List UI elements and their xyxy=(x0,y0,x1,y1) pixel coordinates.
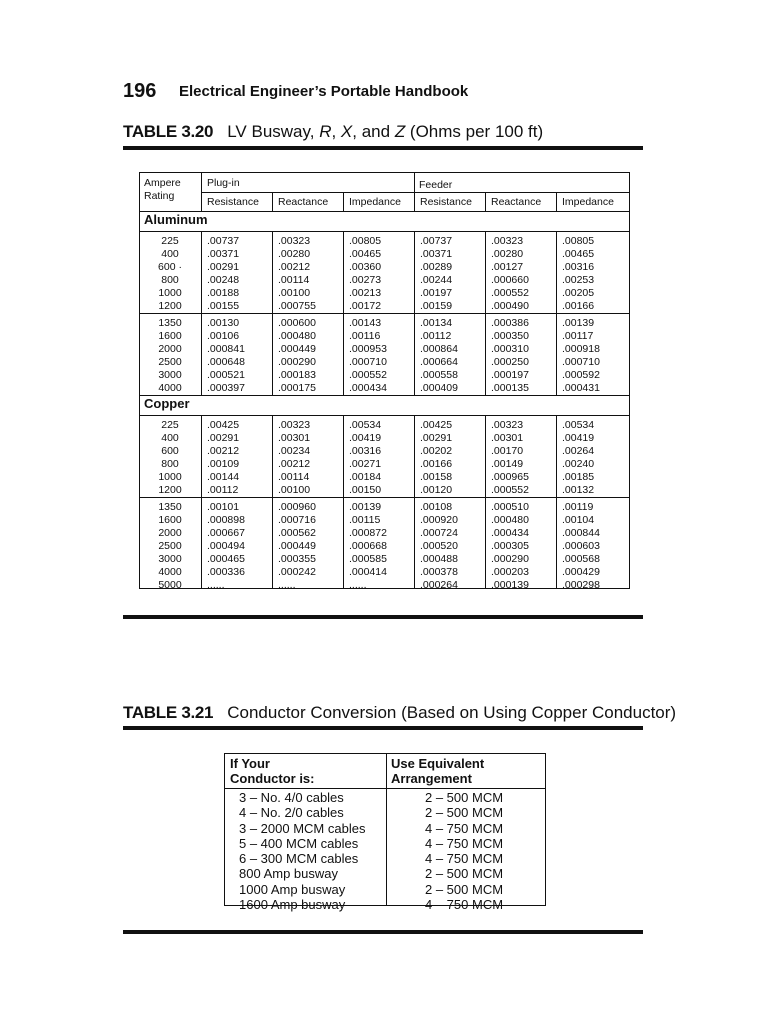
value-cell: .000386 xyxy=(491,317,529,329)
value-cell: .000520 xyxy=(420,540,458,552)
rating-cell: 2500 xyxy=(158,356,182,368)
value-cell: .000872 xyxy=(349,527,387,539)
value-column xyxy=(420,419,452,497)
value-cell: .00155 xyxy=(207,300,240,312)
value-cell: .00116 xyxy=(349,330,381,342)
subheader-reactance: Reactance xyxy=(278,196,329,208)
conductor-cell: 800 Amp busway xyxy=(239,866,339,882)
value-cell: .000298 xyxy=(562,579,600,591)
value-column xyxy=(562,501,600,592)
rating-cell: 3000 xyxy=(158,369,182,381)
top-rule-321 xyxy=(123,726,643,730)
value-column xyxy=(207,235,239,313)
value-cell: .00271 xyxy=(349,458,382,470)
value-column xyxy=(562,317,600,395)
value-cell: ...... xyxy=(207,579,225,591)
value-cell: .000355 xyxy=(278,553,316,565)
vline-c3-al xyxy=(414,231,415,395)
value-cell: .00144 xyxy=(207,471,240,483)
vline-c5 xyxy=(556,192,557,211)
value-cell: .000918 xyxy=(562,343,600,355)
value-cell: .000449 xyxy=(278,343,316,355)
conductor-cell: 3 – No. 4/0 cables xyxy=(239,790,344,805)
bottom-rule-321 xyxy=(123,930,643,934)
value-column xyxy=(278,317,316,395)
value-cell: .000965 xyxy=(491,471,529,483)
equivalent-cell: 4 – 750 MCM xyxy=(425,820,504,836)
equivalent-cell: 4 – 750 MCM xyxy=(425,835,504,851)
vline-c4-al xyxy=(485,231,486,395)
value-cell: .000310 xyxy=(491,343,529,355)
vline-c1-al xyxy=(272,231,273,395)
value-cell: .000841 xyxy=(207,343,245,355)
value-cell: .000600 xyxy=(278,317,316,329)
rating-cell: 1600 xyxy=(158,330,182,342)
conductor-header: If Your Conductor is: xyxy=(230,756,315,786)
subheader-impedance-feeder: Impedance xyxy=(562,196,614,208)
value-cell: .00119 xyxy=(562,501,594,513)
value-cell: .000592 xyxy=(562,369,600,381)
table-321-title: Conductor Conversion (Based on Using Copper Conductor) xyxy=(227,703,677,722)
book-title: Electrical Engineer’s Portable Handbook xyxy=(179,83,469,100)
value-column xyxy=(491,419,529,497)
value-cell: .000409 xyxy=(420,382,458,394)
value-cell: .00143 xyxy=(349,317,382,329)
value-cell: .00360 xyxy=(349,261,382,273)
value-cell: .000724 xyxy=(420,527,458,539)
value-cell: .000864 xyxy=(420,343,458,355)
rating-cell: 1600 xyxy=(158,514,182,526)
value-cell: .000429 xyxy=(562,566,600,578)
value-cell: .000716 xyxy=(278,514,316,526)
rating-cell: 600 xyxy=(161,445,179,457)
equivalent-cell: 4 – 750 MCM xyxy=(425,851,504,867)
rating-cell: 1000 xyxy=(158,287,182,299)
value-column xyxy=(207,419,239,497)
rating-cell: 225 xyxy=(161,419,179,431)
value-cell: .00197 xyxy=(420,287,453,299)
table-320-title: LV Busway, R, X, and Z (Ohms per 100 ft) xyxy=(227,122,544,141)
value-cell: .00805 xyxy=(562,235,595,247)
value-cell: .00534 xyxy=(349,419,382,431)
table-321-label: TABLE 3.21 xyxy=(123,703,214,722)
vline-c4 xyxy=(485,192,486,211)
value-cell: .00114 xyxy=(278,471,310,483)
rating-cell: 1200 xyxy=(158,484,182,496)
vline-c2-al xyxy=(343,231,344,395)
value-column xyxy=(420,501,458,592)
value-cell: .000480 xyxy=(491,514,529,526)
value-cell: .00159 xyxy=(420,300,453,312)
value-cell: .00301 xyxy=(491,432,524,444)
value-cell: .000660 xyxy=(491,274,529,286)
equivalent-list xyxy=(425,790,503,912)
section-title-copper: Copper xyxy=(144,396,190,411)
equivalent-cell: 2 – 500 MCM xyxy=(425,790,504,805)
value-cell: .00188 xyxy=(207,287,240,299)
value-cell: .00120 xyxy=(420,484,453,496)
value-cell: .00805 xyxy=(349,235,382,247)
value-cell: .00184 xyxy=(349,471,382,483)
value-cell: .00114 xyxy=(278,274,310,286)
value-cell: .000562 xyxy=(278,527,316,539)
value-cell: .000490 xyxy=(491,300,529,312)
value-cell: .00100 xyxy=(278,484,311,496)
value-column xyxy=(207,317,245,395)
value-cell: .00132 xyxy=(562,484,595,496)
equivalent-cell: 4 – 750 MCM xyxy=(425,897,504,913)
value-cell: .00291 xyxy=(420,432,453,444)
vline-rating-al xyxy=(201,231,202,395)
value-cell: .000264 xyxy=(420,579,458,591)
value-cell: ...... xyxy=(278,579,296,591)
value-cell: .000552 xyxy=(491,287,529,299)
rating-cell: 400 xyxy=(161,432,179,444)
value-cell: .00185 xyxy=(562,471,595,483)
value-cell: .000242 xyxy=(278,566,316,578)
value-column xyxy=(562,235,594,313)
value-cell: .00465 xyxy=(349,248,382,260)
rating-cell: 4000 xyxy=(158,382,182,394)
equivalent-cell: 2 – 500 MCM xyxy=(425,866,504,882)
value-cell: .000664 xyxy=(420,356,458,368)
value-cell: .000648 xyxy=(207,356,245,368)
value-cell: .00316 xyxy=(349,445,382,457)
value-column xyxy=(349,317,387,395)
value-cell: .00534 xyxy=(562,419,595,431)
value-cell: .00425 xyxy=(420,419,453,431)
table-320 xyxy=(139,172,630,589)
value-cell: .000305 xyxy=(491,540,529,552)
value-cell: .000449 xyxy=(278,540,316,552)
value-column xyxy=(349,501,387,592)
subheader-resistance-feeder: Resistance xyxy=(420,196,472,208)
bottom-rule-320 xyxy=(123,615,643,619)
value-column xyxy=(420,317,458,395)
rating-cell: 600 · xyxy=(158,261,182,273)
rating-cell: 3000 xyxy=(158,553,182,565)
feeder-group-header: Feeder xyxy=(419,179,453,191)
value-cell: .000898 xyxy=(207,514,245,526)
vline-c5-al xyxy=(556,231,557,395)
value-cell: .00134 xyxy=(420,317,453,329)
value-cell: .00323 xyxy=(278,419,311,431)
value-cell: .00425 xyxy=(207,419,240,431)
vline-c4-cu xyxy=(485,415,486,589)
value-cell: .00205 xyxy=(562,287,595,299)
header-divider xyxy=(201,192,630,193)
value-cell: .00240 xyxy=(562,458,595,470)
ampere-rating-header: Ampere Rating xyxy=(144,177,181,202)
rating-cell: 400 xyxy=(161,248,179,260)
section-title-aluminum: Aluminum xyxy=(144,212,208,227)
value-cell: .00323 xyxy=(491,419,524,431)
rating-cell: 1350 xyxy=(158,501,182,513)
rating-cell: 2000 xyxy=(158,527,182,539)
value-cell: .00112 xyxy=(420,330,452,342)
value-cell: .00264 xyxy=(562,445,595,457)
value-cell: .00301 xyxy=(278,432,311,444)
value-cell: .000175 xyxy=(278,382,316,394)
value-cell: .000183 xyxy=(278,369,316,381)
value-cell: .00108 xyxy=(420,501,453,513)
value-cell: .00202 xyxy=(420,445,453,457)
value-cell: .00280 xyxy=(278,248,311,260)
value-cell: .00323 xyxy=(491,235,524,247)
value-cell: .00166 xyxy=(420,458,453,470)
value-cell: ...... xyxy=(349,579,367,591)
conductor-cell: 1000 Amp busway xyxy=(239,881,346,897)
value-cell: .00166 xyxy=(562,300,595,312)
conductor-cell: 3 – 2000 MCM cables xyxy=(239,820,366,836)
value-cell: .000397 xyxy=(207,382,245,394)
rating-cell: 4000 xyxy=(158,566,182,578)
value-cell: .000203 xyxy=(491,566,529,578)
value-cell: .00149 xyxy=(491,458,524,470)
value-cell: .00212 xyxy=(278,458,311,470)
value-cell: .00248 xyxy=(207,274,240,286)
value-cell: .00115 xyxy=(349,514,381,526)
table-321 xyxy=(224,753,546,913)
rating-cell: 1350 xyxy=(158,317,182,329)
value-cell: .000585 xyxy=(349,553,387,565)
value-cell: .000510 xyxy=(491,501,529,513)
value-cell: .000755 xyxy=(278,300,316,312)
value-column xyxy=(491,235,529,313)
value-cell: .00213 xyxy=(349,287,382,299)
value-cell: .000434 xyxy=(491,527,529,539)
value-cell: .000558 xyxy=(420,369,458,381)
value-cell: .00419 xyxy=(349,432,382,444)
value-cell: .00212 xyxy=(278,261,311,273)
value-cell: .000667 xyxy=(207,527,245,539)
value-cell: .00291 xyxy=(207,432,240,444)
value-cell: .00371 xyxy=(420,248,453,260)
value-cell: .00273 xyxy=(349,274,382,286)
value-cell: .00291 xyxy=(207,261,240,273)
rating-cell: 1200 xyxy=(158,300,182,312)
table-321-divider xyxy=(386,754,387,905)
value-cell: .00106 xyxy=(207,330,240,342)
value-column xyxy=(562,419,594,497)
value-cell: .000434 xyxy=(349,382,387,394)
value-cell: .00253 xyxy=(562,274,595,286)
copper-title-top-line xyxy=(140,395,629,396)
value-cell: .00419 xyxy=(562,432,595,444)
table-320-caption xyxy=(123,122,643,142)
value-cell: .00737 xyxy=(420,235,453,247)
vline-c2 xyxy=(343,192,344,211)
value-column xyxy=(349,235,381,313)
value-cell: .000414 xyxy=(349,566,387,578)
value-column xyxy=(278,235,316,313)
value-cell: .000197 xyxy=(491,369,529,381)
value-column xyxy=(278,501,316,592)
subheader-resistance: Resistance xyxy=(207,196,259,208)
subheader-reactance-feeder: Reactance xyxy=(491,196,542,208)
value-cell: .00212 xyxy=(207,445,240,457)
value-cell: .00117 xyxy=(562,330,594,342)
conductor-cell: 1600 Amp busway xyxy=(239,897,346,913)
value-column xyxy=(349,419,381,497)
rating-column xyxy=(144,317,196,395)
value-cell: .00100 xyxy=(278,287,311,299)
page-number: 196 xyxy=(123,80,157,102)
table-321-caption xyxy=(123,703,677,723)
value-cell: .000290 xyxy=(491,553,529,565)
value-cell: .000960 xyxy=(278,501,316,513)
value-cell: .000710 xyxy=(562,356,600,368)
value-cell: .000139 xyxy=(491,579,529,591)
value-cell: .00109 xyxy=(207,458,240,470)
rating-cell: 800 xyxy=(161,274,179,286)
value-cell: .00289 xyxy=(420,261,453,273)
value-cell: .000494 xyxy=(207,540,245,552)
rating-column xyxy=(144,419,196,497)
rating-column xyxy=(144,235,196,313)
value-cell: .00323 xyxy=(278,235,311,247)
vline-rating xyxy=(201,173,202,211)
rating-cell: 225 xyxy=(161,235,179,247)
value-cell: .000668 xyxy=(349,540,387,552)
value-cell: .00139 xyxy=(562,317,595,329)
table-320-label: TABLE 3.20 xyxy=(123,122,214,141)
value-column xyxy=(420,235,452,313)
value-cell: .00127 xyxy=(491,261,524,273)
value-cell: .00158 xyxy=(420,471,453,483)
vline-c5-cu xyxy=(556,415,557,589)
value-cell: .000920 xyxy=(420,514,458,526)
rating-cell: 1000 xyxy=(158,471,182,483)
value-column xyxy=(491,501,529,592)
vline-c2-cu xyxy=(343,415,344,589)
value-cell: .000431 xyxy=(562,382,600,394)
value-cell: .00280 xyxy=(491,248,524,260)
value-cell: .00130 xyxy=(207,317,240,329)
value-cell: .000480 xyxy=(278,330,316,342)
value-cell: .000350 xyxy=(491,330,529,342)
table-321-header-line xyxy=(225,788,545,789)
value-cell: .00112 xyxy=(207,484,239,496)
rating-cell: 2500 xyxy=(158,540,182,552)
rating-cell: 2000 xyxy=(158,343,182,355)
value-cell: .00104 xyxy=(562,514,595,526)
value-cell: .000552 xyxy=(491,484,529,496)
value-cell: .00170 xyxy=(491,445,524,457)
value-cell: .00150 xyxy=(349,484,382,496)
value-cell: .000552 xyxy=(349,369,387,381)
equivalent-header: Use Equivalent Arrangement xyxy=(391,756,485,786)
value-cell: .000488 xyxy=(420,553,458,565)
conductor-cell: 5 – 400 MCM cables xyxy=(239,835,359,851)
vline-c1-cu xyxy=(272,415,273,589)
conductor-cell: 6 – 300 MCM cables xyxy=(239,851,359,867)
value-cell: .000290 xyxy=(278,356,316,368)
value-cell: .00737 xyxy=(207,235,240,247)
rating-column xyxy=(144,501,196,592)
vline-c1 xyxy=(272,192,273,211)
header-bottom-line xyxy=(140,211,629,212)
plugin-group-header: Plug-in xyxy=(207,177,240,189)
conductor-list xyxy=(239,790,365,912)
value-cell: .00172 xyxy=(349,300,382,312)
top-rule-320 xyxy=(123,146,643,150)
value-column xyxy=(207,501,245,592)
value-cell: .000135 xyxy=(491,382,529,394)
value-cell: .000953 xyxy=(349,343,387,355)
value-cell: .000336 xyxy=(207,566,245,578)
value-cell: .00139 xyxy=(349,501,382,513)
conductor-cell: 4 – No. 2/0 cables xyxy=(239,805,344,821)
value-cell: .000603 xyxy=(562,540,600,552)
value-cell: .00101 xyxy=(207,501,240,513)
vline-c3-cu xyxy=(414,415,415,589)
equivalent-cell: 2 – 500 MCM xyxy=(425,881,504,897)
value-cell: .000844 xyxy=(562,527,600,539)
vline-rating-cu xyxy=(201,415,202,589)
value-cell: .000465 xyxy=(207,553,245,565)
value-cell: .00244 xyxy=(420,274,453,286)
value-cell: .000568 xyxy=(562,553,600,565)
page-header xyxy=(123,80,643,104)
value-column xyxy=(278,419,310,497)
vline-c3 xyxy=(414,173,415,211)
value-cell: .000378 xyxy=(420,566,458,578)
rating-cell: 5000 xyxy=(158,579,182,591)
value-cell: .00234 xyxy=(278,445,311,457)
rating-cell: 800 xyxy=(161,458,179,470)
value-cell: .000521 xyxy=(207,369,245,381)
value-cell: .00316 xyxy=(562,261,595,273)
value-cell: .000250 xyxy=(491,356,529,368)
subheader-impedance: Impedance xyxy=(349,196,401,208)
equivalent-cell: 2 – 500 MCM xyxy=(425,805,504,821)
value-cell: .000710 xyxy=(349,356,387,368)
value-cell: .00371 xyxy=(207,248,240,260)
value-cell: .00465 xyxy=(562,248,595,260)
value-column xyxy=(491,317,529,395)
